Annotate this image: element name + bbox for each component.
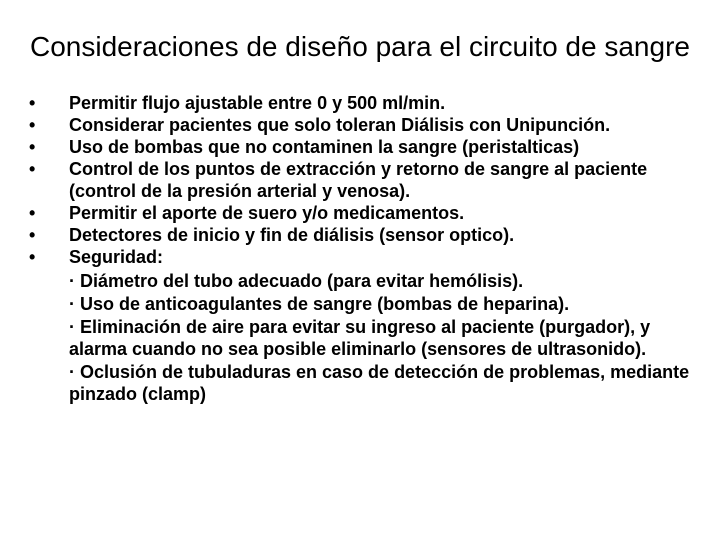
sub-item: · Uso de anticoagulantes de sangre (bombas de heparina).: [69, 294, 570, 314]
bullet-item: [29, 224, 709, 246]
security-sub-list: [69, 270, 709, 405]
bullet-item: [29, 114, 709, 136]
bullet-list: [29, 92, 709, 406]
bullet-item: [29, 92, 709, 114]
sub-item: · Oclusión de tubuladuras en caso de detección de problemas, mediante pinzado (clamp): [69, 362, 690, 404]
bullet-item: [29, 158, 709, 202]
bullet-text: Uso de bombas que no contaminen la sangre (peristalticas): [69, 137, 580, 157]
bullet-glyph: •: [29, 203, 36, 223]
bullet-item: [29, 136, 709, 158]
bullet-glyph: •: [29, 247, 36, 267]
bullet-item-security: [29, 246, 709, 405]
bullet-item: [29, 202, 709, 224]
bullet-glyph: •: [29, 115, 36, 135]
bullet-text: Considerar pacientes que solo toleran Diálisis con Unipunción.: [69, 115, 611, 135]
bullet-glyph: •: [29, 93, 36, 113]
bullet-glyph: •: [29, 225, 36, 245]
bullet-text: Permitir el aporte de suero y/o medicamentos.: [69, 203, 465, 223]
bullet-text: Permitir flujo ajustable entre 0 y 500 ml/min.: [69, 93, 446, 113]
bullet-text: Detectores de inicio y fin de diálisis (sensor optico).: [69, 225, 515, 245]
sub-item: · Diámetro del tubo adecuado (para evitar hemólisis).: [69, 271, 524, 291]
bullet-text: Control de los puntos de extracción y retorno de sangre al paciente (control de la presión arterial y venosa).: [69, 159, 648, 201]
bullet-glyph: •: [29, 159, 36, 179]
sub-item: · Eliminación de aire para evitar su ingreso al paciente (purgador), y alarma cuando no sea posible eliminarlo (sensores de ultrasonido).: [69, 317, 651, 359]
slide-title: Consideraciones de diseño para el circuito de sangre: [30, 30, 690, 62]
bullet-text: Seguridad:: [69, 247, 164, 267]
bullet-glyph: •: [29, 137, 36, 157]
